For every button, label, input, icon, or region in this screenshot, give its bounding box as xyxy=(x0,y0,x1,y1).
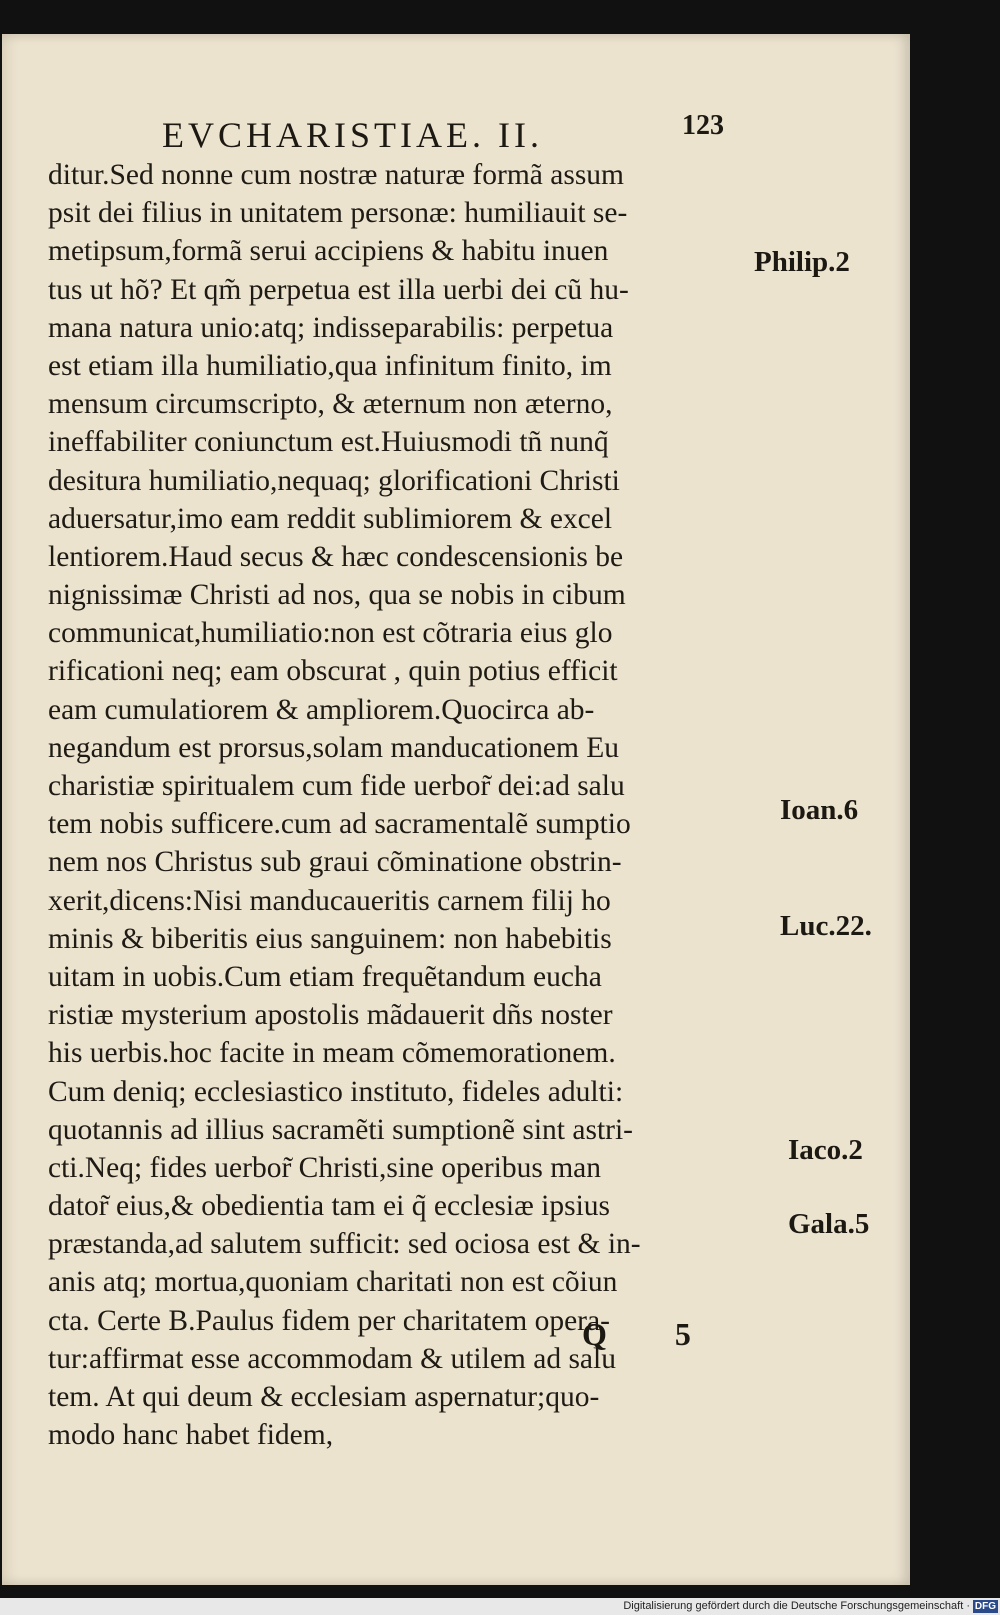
text-line: dator̃ eius,& obedientia tam ei q̃ ecclesiæ ipsius xyxy=(48,1190,610,1223)
margin-note: Iaco.2 xyxy=(788,1134,863,1166)
text-line: ditur.Sed nonne cum nostræ naturæ formã assum xyxy=(48,159,624,191)
text-line: metipsum,formã serui accipiens & habitu inuen xyxy=(48,235,609,268)
text-line: charistiæ spiritualem cum fide uerbor̃ dei:ad salu xyxy=(48,770,625,802)
text-line: lentiorem.Haud secus & hæc condescensionis be xyxy=(48,540,624,573)
margin-note: Philip.2 xyxy=(754,246,850,278)
running-head: EVCHARISTIAE. II. xyxy=(162,115,543,155)
text-line: xerit,dicens:Nisi manducaueritis carnem filij ho xyxy=(48,884,611,917)
text-line: rificationi neq; eam obscurat , quin potius efficit xyxy=(48,655,618,688)
margin-note: Gala.5 xyxy=(788,1208,870,1240)
text-line: modo hanc habet fidem, xyxy=(48,1419,334,1452)
text-line: quotannis ad illius sacramẽti sumptionẽ sint astri- xyxy=(48,1113,633,1146)
page-number: 123 xyxy=(682,110,724,141)
text-line: ineffabiliter coniunctum est.Huiusmodi tñ nunq̃ xyxy=(48,426,609,459)
text-line: tem nobis sufficere.cum ad sacramentalẽ sumptio xyxy=(48,808,631,841)
text-line: uitam in uobis.Cum etiam frequẽtandum eucha xyxy=(48,960,602,993)
text-line: psit dei filius in unitatem personæ: humiliauit se- xyxy=(48,197,628,230)
text-line: nignissimæ Christi ad nos, qua se nobis in cibum xyxy=(48,579,626,612)
text-line: tus ut hõ? Et qm̃ perpetua est illa uerbi dei cũ hu- xyxy=(48,273,629,306)
text-line: aduersatur,imo eam reddit sublimiorem & excel xyxy=(48,502,613,535)
text-line: mensum circumscripto, & æternum non æterno, xyxy=(48,388,613,421)
text-line: tur:affirmat esse accommodam & utilem ad salu xyxy=(48,1342,616,1375)
text-line: cta. Certe B.Paulus fidem per charitatem opera- xyxy=(48,1304,610,1337)
text-line: minis & biberitis eius sanguinem: non habebitis xyxy=(48,922,612,955)
text-line: anis atq; mortua,quoniam charitati non est cõiun xyxy=(48,1266,618,1299)
text-line: nem nos Christus sub graui cõminatione obstrin- xyxy=(48,846,622,879)
text-line: præstanda,ad salutem sufficit: sed ociosa est & in- xyxy=(48,1228,641,1261)
text-line: tem. At qui deum & ecclesiam aspernatur;quo- xyxy=(48,1381,600,1413)
margin-note: Luc.22. xyxy=(780,910,872,942)
text-line: est etiam illa humiliatio,qua infinitum finito, im xyxy=(48,349,612,382)
body-text xyxy=(48,156,768,1454)
book-page xyxy=(2,34,910,1585)
text-line: desitura humiliatio,nequaq; glorificationi Christi xyxy=(48,464,620,497)
text-line: Cum deniq; ecclesiastico instituto, fideles adulti: xyxy=(48,1075,624,1108)
text-line: cti.Neq; fides uerbor̃ Christi,sine operibus man xyxy=(48,1151,602,1184)
text-line: his uerbis.hoc facite in meam cõmemorationem. xyxy=(48,1037,616,1070)
text-line: eam cumulatiorem & ampliorem.Quocirca ab- xyxy=(48,693,595,726)
margin-note: Ioan.6 xyxy=(780,794,859,826)
digitization-credit: Digitalisierung gefördert durch die Deutsche Forschungsgemeinschaft · xyxy=(623,1600,970,1612)
text-line: ristiæ mysterium apostolis mãdauerit dñs noster xyxy=(48,999,613,1032)
text-line: communicat,humiliatio:non est cõtraria eius glo xyxy=(48,617,613,650)
signature-mark: Q 5 xyxy=(582,1316,721,1352)
text-line: mana natura unio:atq; indisseparabilis: perpetua xyxy=(48,311,614,344)
dfg-logo: DFG xyxy=(974,1601,996,1612)
text-line: negandum est prorsus,solam manducationem Eu xyxy=(48,731,620,764)
